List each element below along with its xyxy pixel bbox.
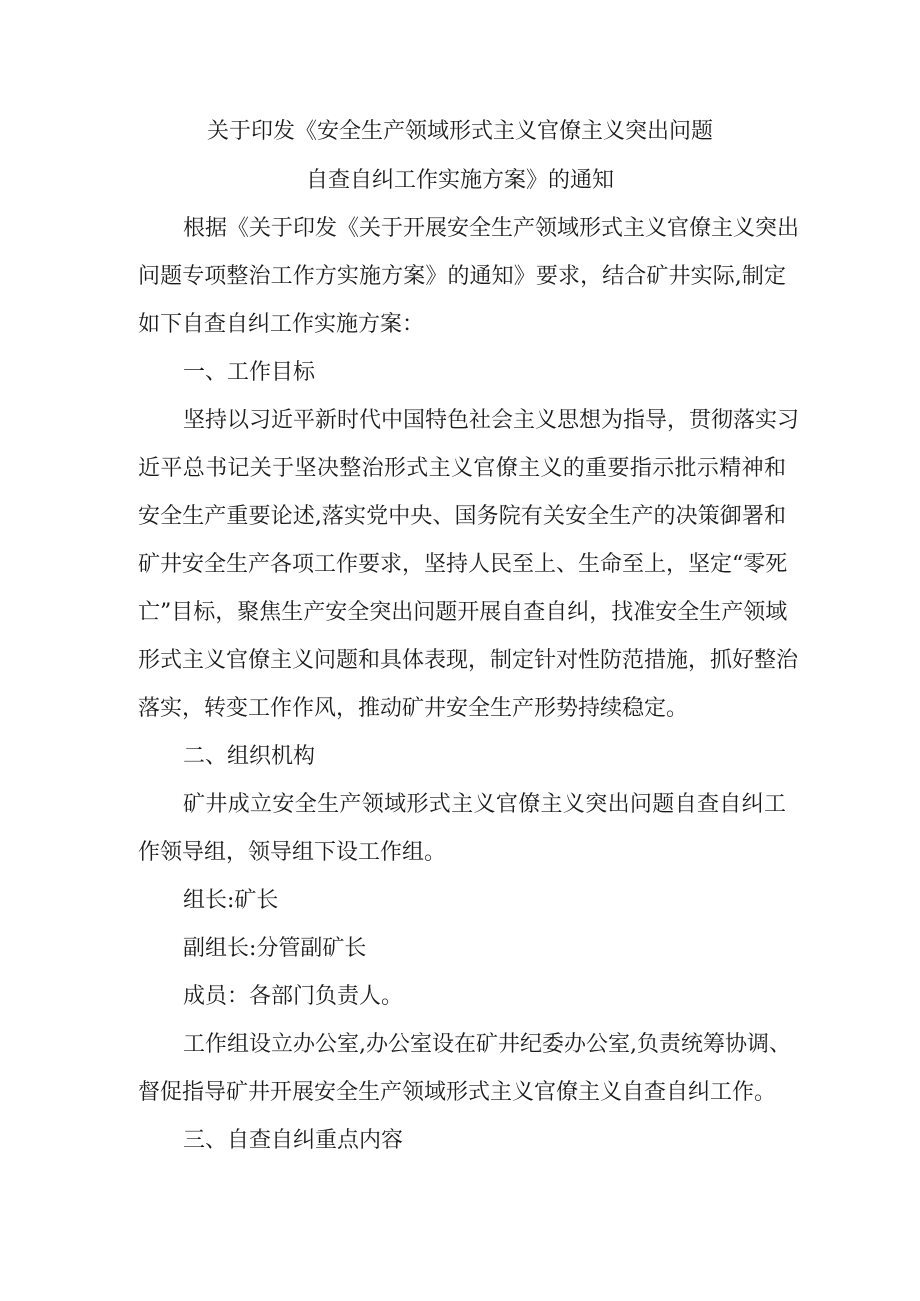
section-1-line-5: 亡”目标，聚焦生产安全突出问题开展自查自纠，找准安全生产领域: [138, 600, 788, 625]
section-2-heading: 二、组织机构: [183, 744, 316, 769]
intro-line-3: 如下自查自纠工作实施方案：: [138, 312, 425, 337]
leader-line: 组长:矿长: [183, 888, 279, 913]
section-2-line-1: 矿井成立安全生产领域形式主义官僚主义突出问题自查自纠工: [183, 792, 786, 817]
section-3-heading: 三、自查自纠重点内容: [183, 1128, 404, 1153]
section-1-line-2: 近平总书记关于坚决整治形式主义官僚主义的重要指示批示精神和: [138, 456, 786, 481]
intro-line-2: 问题专项整治工作方实施方案》的通知》要求，结合矿井实际,制定: [138, 264, 786, 289]
section-1-line-6: 形式主义官僚主义问题和具体表现，制定针对性防范措施，抓好整治: [138, 648, 799, 673]
intro-line-1: 根据《关于印发《关于开展安全生产领域形式主义官僚主义突出: [183, 216, 800, 241]
document-title-line-2: 自查自纠工作实施方案》的通知: [305, 168, 614, 193]
section-1-line-1: 坚持以习近平新时代中国特色社会主义思想为指导，贯彻落实习: [183, 408, 800, 433]
section-2-line-2: 作领导组，领导组下设工作组。: [138, 840, 447, 865]
section-1-line-3: 安全生产重要论述,落实党中央、国务院有关安全生产的决策御署和: [138, 504, 786, 529]
deputy-leader-line: 副组长:分管副矿长: [183, 936, 367, 961]
members-line: 成员：各部门负责人。: [183, 984, 404, 1009]
section-1-line-7: 落实，转变工作作风，推动矿井安全生产形势持续稳定。: [138, 696, 689, 721]
document-title-line-1: 关于印发《安全生产领域形式主义官僚主义突出问题: [206, 119, 713, 144]
office-line-1: 工作组设立办公室,办公室设在矿井纪委办公室,负责统筹协调、: [183, 1032, 791, 1057]
office-line-2: 督促指导矿井开展安全生产领域形式主义官僚主义自查自纠工作。: [138, 1080, 777, 1105]
section-1-heading: 一、工作目标: [183, 360, 316, 385]
section-1-line-4: 矿井安全生产各项工作要求，坚持人民至上、生命至上，坚定“零死: [138, 552, 788, 577]
